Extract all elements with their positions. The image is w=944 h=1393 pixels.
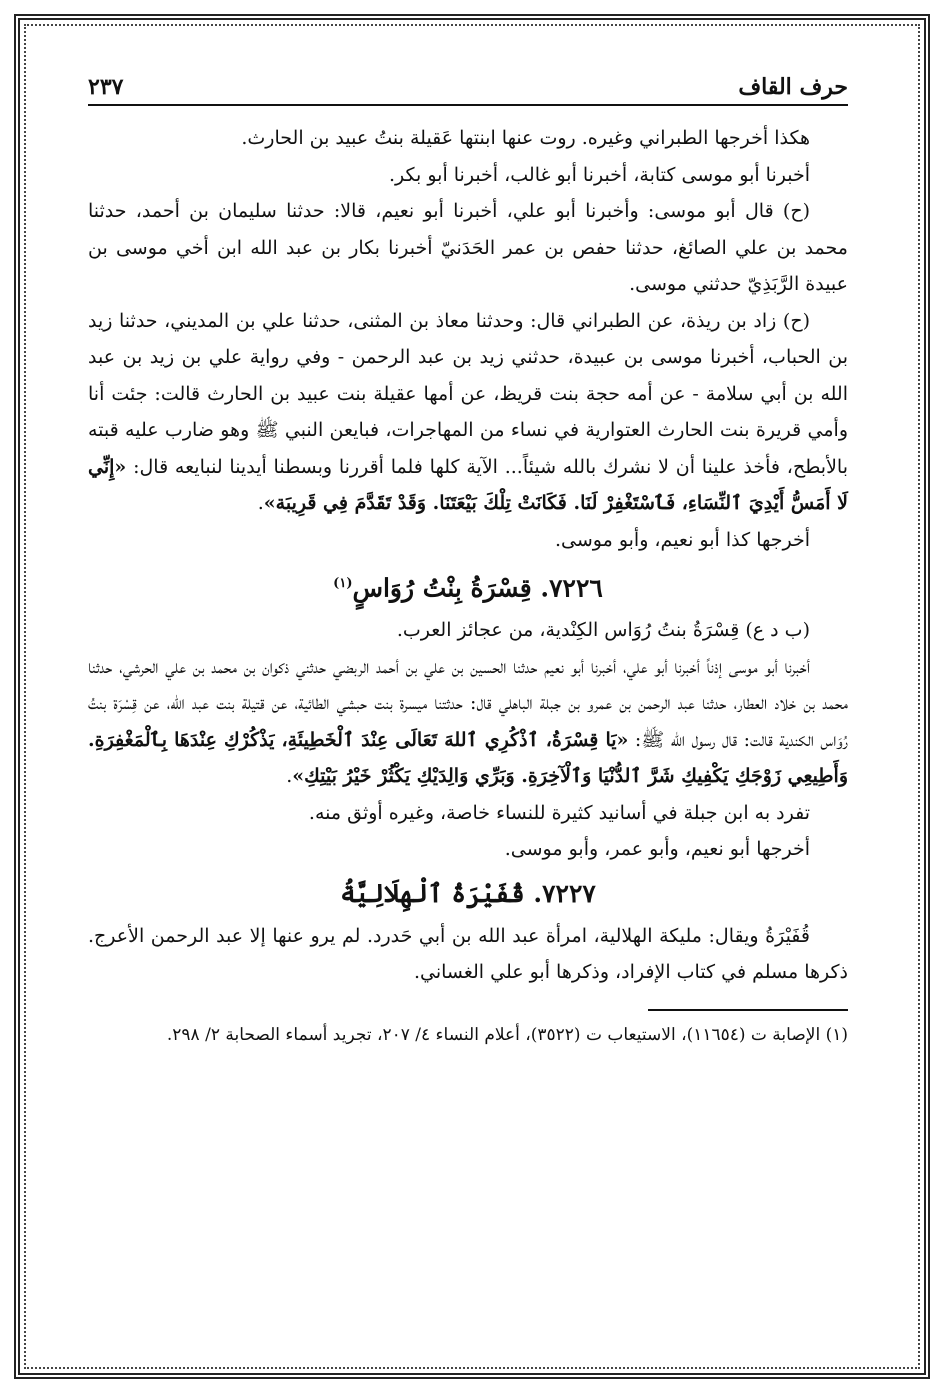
- hadith-quote: «إِنِّي لَا أَمَسُّ أَيْدِيَ ٱلنِّسَاءِ، فَٱسْتَغْفِرْ لَنَا. فَكَانَتْ تِلْكَ بَيْعَتَنَا. وَقَدْ تَقَدَّمَ فِي قَرِيبَة»: [88, 455, 848, 514]
- hadith-quote: «يَا قِسْرَةُ، ٱذْكُرِي ٱللهَ تَعَالَى عِنْدَ ٱلْخَطِيئَةِ، يَذْكُرْكِ عِنْدَهَا بِٱلْمَغْفِرَةِ. وَأَطِيعِي زَوْجَكِ يَكْفِيكِ شَرَّ ٱلدُّنْيَا وَٱلْآخِرَةِ. وَبَرِّي وَالِدَيْكِ يَكْثُرْ خَيْرُ بَيْتِكِ»: [88, 728, 848, 788]
- paragraph: تفرد به ابن جبلة في أسانيد كثيرة للنساء خاصة، وغيره أوثق منه.: [308, 801, 810, 824]
- paragraph: قُفَيْرَةُ ويقال: مليكة الهلالية، امرأة عبد الله بن أبي حَدرد. لم يرو عنها إلا عبد الرحمن الأعرج. ذكرها مسلم في كتاب الإفراد، وذكرها أبو علي الغساني.: [88, 924, 848, 984]
- entry-heading-7226: [88, 564, 848, 608]
- running-header: [88, 74, 848, 106]
- paragraph: هكذا أخرجها الطبراني وغيره. روت عنها ابنتها عَقيلة بنتُ عبيد بن الحارث.: [241, 127, 810, 149]
- paragraph: أخرجها أبو نعيم، وأبو عمر، وأبو موسى.: [504, 838, 810, 861]
- footnote-mark: (١): [333, 576, 353, 591]
- punctuation: .: [286, 765, 293, 788]
- footnote-divider: [648, 1009, 848, 1011]
- hadith-chain: (ح) زاد بن ريذة، عن الطبراني قال: وحدثنا معاذ بن المثنى، حدثنا علي بن المديني، حدثنا زيد بن الحباب، أخبرنا موسى بن عبيدة، حدثني زيد بن عبد الرحمن - وفي رواية علي بن زيد بن عبد الله بن أبي سلامة - عن أمه حجة بنت قريظ، عن أمها عقيلة بنت عبيد بن الحارث قالت: جئت أنا وأمي قريرة بنت الحارث العتوارية في نساء من المهاجرات، فبايعن النبي ﷺ وهو ضارب عليه قبته بالأبطح، فأخذ علينا أن لا نشرك بالله شيئاً... الآية كلها فلما أقررنا وبسطنا أيدينا لنبايعه قال:: [88, 309, 848, 478]
- hadith-chain: أخبرنا أبو موسى إذناً أخبرنا أبو علي، أخبرنا أبو نعيم حدثنا الحسين بن علي بن أحمد الربضي حدثني ذكوان بن محمد بن علي الحرشي، حدثنا محمد بن خلاد العطار، حدثنا عبد الرحمن بن عمرو بن جبلة الباهلي قال: حدثتنا ميسرة بنت حبشي الطائية، عن قتيلة بنت عبد الله، عن قِسْرَة بنتُ رُوَاس الكندية قالت: قال رسول الله ﷺ:: [88, 655, 848, 751]
- footnote: (١) الإصابة ت (١١٦٥٤)، الاستيعاب ت (٣٥٢٢)، أعلام النساء ٤/ ٢٠٧، تجريد أسماء الصحابة ٢/ ٢٩٨.: [166, 1024, 848, 1045]
- chapter-title: حرف القاف: [738, 74, 848, 100]
- paragraph: أخرجها كذا أبو نعيم، وأبو موسى.: [555, 528, 810, 551]
- page-number: ٢٣٧: [88, 74, 124, 100]
- book-page: [88, 74, 848, 1051]
- punctuation: .: [257, 492, 264, 514]
- paragraph-hadith: [88, 649, 848, 795]
- entry-heading-7227: ٧٢٢٧. قُفَيْرَةُ ٱلْهِلَالِيَّةُ: [340, 878, 596, 908]
- paragraph: (ح) قال أبو موسى: وأخبرنا أبو علي، أخبرنا أبو نعيم، قالا: حدثنا سليمان بن أحمد، حدثنا محمد بن علي الصائغ، حدثنا حفص بن عمر الحَدَنيّ أخبرنا بكار بن عبد الله ابن أخي موسى بن عبيدة الرَّبَذِيّ حدثني موسى.: [88, 200, 848, 295]
- paragraph: أخبرنا أبو موسى كتابة، أخبرنا أبو غالب، أخبرنا أبو بكر.: [389, 163, 810, 186]
- entry-intro: (ب د ع) قِسْرَةُ بنتُ رُوَاس الكِنْدية، من عجائز العرب.: [396, 619, 810, 642]
- entry-title: ٧٢٢٦. قِسْرَةُ بِنْتُ رُوَاسٍ: [352, 573, 603, 603]
- paragraph-hadith: [88, 303, 848, 522]
